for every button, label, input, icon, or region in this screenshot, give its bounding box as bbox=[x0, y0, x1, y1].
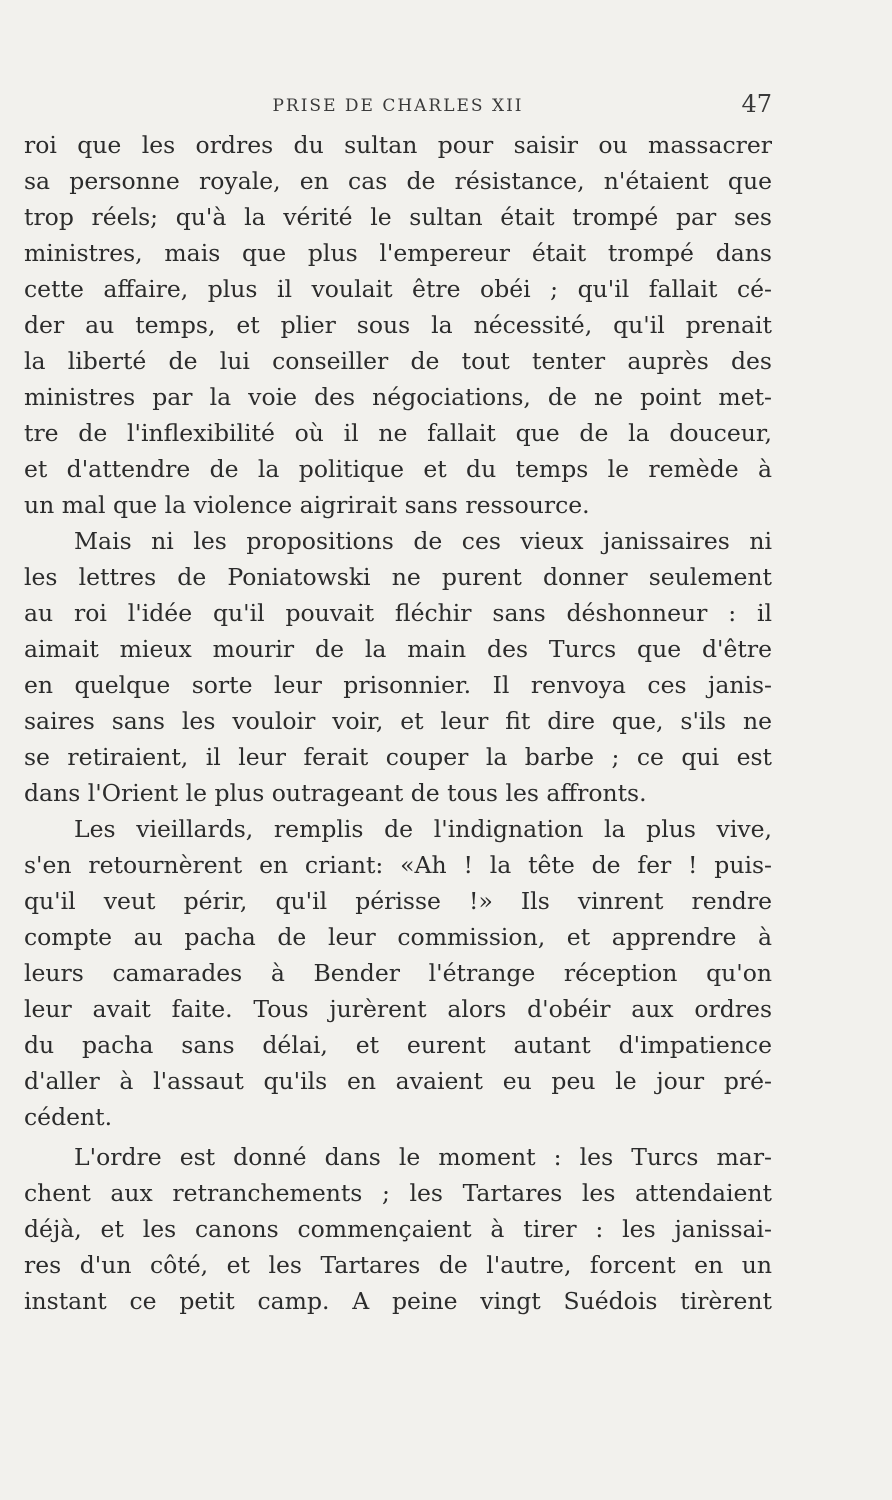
text-line: ministres par la voie des négociations, de ne point met- bbox=[24, 383, 772, 411]
text-line: s'en retournèrent en criant: «Ah ! la tête de fer ! puis- bbox=[24, 851, 772, 879]
text-line: sa personne royale, en cas de résistance, n'étaient que bbox=[24, 167, 772, 195]
text-line: qu'il veut périr, qu'il périsse !» Ils vinrent rendre bbox=[24, 887, 772, 915]
text-line: der au temps, et plier sous la nécessité, qu'il prenait bbox=[24, 311, 772, 339]
text-line: la liberté de lui conseiller de tout tenter auprès des bbox=[24, 347, 772, 375]
text-line: d'aller à l'assaut qu'ils en avaient eu peu le jour pré- bbox=[24, 1067, 772, 1095]
text-line: cédent. bbox=[24, 1103, 113, 1131]
text-line: du pacha sans délai, et eurent autant d'impatience bbox=[24, 1031, 772, 1059]
text-line: leurs camarades à Bender l'étrange réception qu'on bbox=[24, 959, 772, 987]
text-line: se retiraient, il leur ferait couper la barbe ; ce qui est bbox=[24, 743, 772, 771]
text-line: compte au pacha de leur commission, et apprendre à bbox=[24, 923, 772, 951]
text-line: instant ce petit camp. A peine vingt Suédois tirèrent bbox=[24, 1287, 772, 1315]
text-line: les lettres de Poniatowski ne purent donner seulement bbox=[24, 563, 772, 591]
page-number: 47 bbox=[741, 90, 772, 118]
text-line: aimait mieux mourir de la main des Turcs que d'être bbox=[24, 635, 772, 663]
text-line: tre de l'inflexibilité où il ne fallait que de la douceur, bbox=[24, 419, 772, 447]
running-title: PRISE DE CHARLES XII bbox=[272, 96, 524, 116]
text-line: et d'attendre de la politique et du temps le remède à bbox=[24, 455, 772, 483]
paragraph-start-line: Mais ni les propositions de ces vieux janissaires ni bbox=[74, 527, 772, 555]
running-head bbox=[24, 86, 772, 118]
text-line: dans l'Orient le plus outrageant de tous les affronts. bbox=[24, 779, 647, 807]
text-line: un mal que la violence aigrirait sans ressource. bbox=[24, 491, 590, 519]
text-line: trop réels; qu'à la vérité le sultan était trompé par ses bbox=[24, 203, 772, 231]
text-line: roi que les ordres du sultan pour saisir ou massacrer bbox=[24, 131, 772, 159]
body-text bbox=[24, 127, 772, 1319]
text-line: leur avait faite. Tous jurèrent alors d'obéir aux ordres bbox=[24, 995, 772, 1023]
text-line: au roi l'idée qu'il pouvait fléchir sans déshonneur : il bbox=[24, 599, 772, 627]
text-line: saires sans les vouloir voir, et leur fit dire que, s'ils ne bbox=[24, 707, 772, 735]
text-line: cette affaire, plus il voulait être obéi ; qu'il fallait cé- bbox=[24, 275, 772, 303]
text-line: chent aux retranchements ; les Tartares les attendaient bbox=[24, 1179, 772, 1207]
text-line: en quelque sorte leur prisonnier. Il renvoya ces janis- bbox=[24, 671, 772, 699]
paragraph-start-line: L'ordre est donné dans le moment : les Turcs mar- bbox=[74, 1143, 772, 1171]
text-line: res d'un côté, et les Tartares de l'autre, forcent en un bbox=[24, 1251, 772, 1279]
text-line: ministres, mais que plus l'empereur était trompé dans bbox=[24, 239, 772, 267]
text-line: déjà, et les canons commençaient à tirer : les janissai- bbox=[24, 1215, 772, 1243]
paragraph-start-line: Les vieillards, remplis de l'indignation la plus vive, bbox=[74, 815, 772, 843]
